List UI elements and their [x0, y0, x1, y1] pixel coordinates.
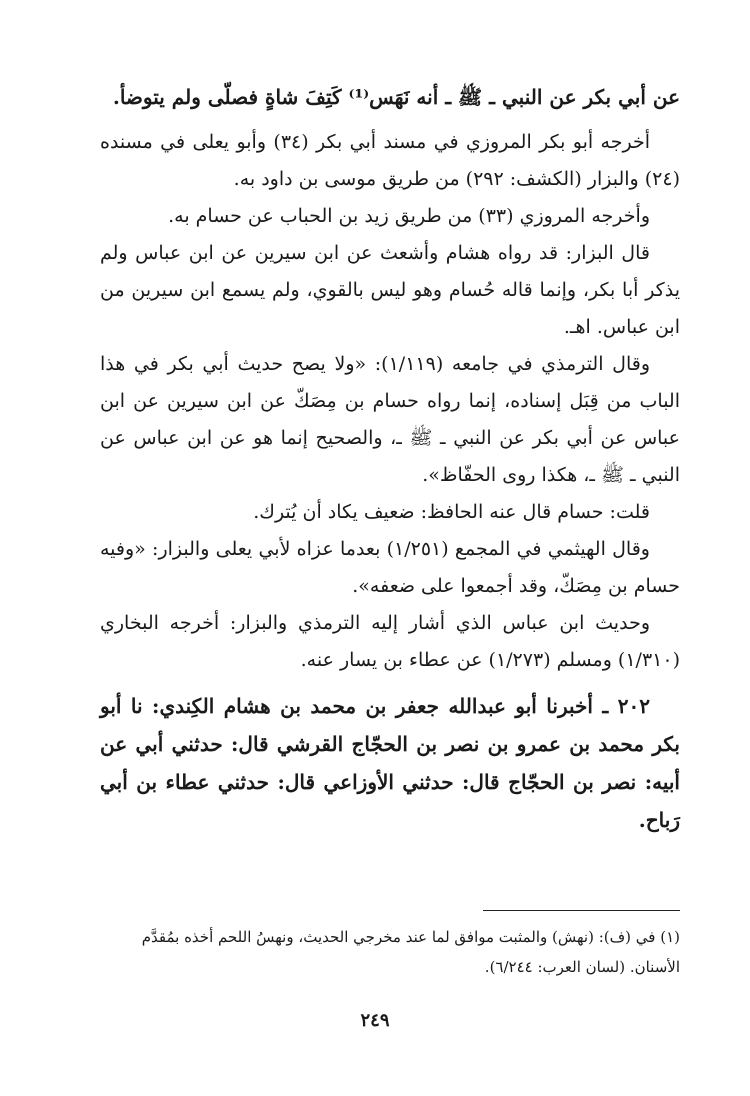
hadith-intro: عن أبي بكر عن النبي ـ ﷺ ـ أنه نَهَس⁽¹⁾ كَتِفَ شاةٍ فصلّى ولم يتوضأ.: [112, 85, 680, 109]
hadith-202: ٢٠٢ ـ أخبرنا أبو عبدالله جعفر بن محمد بن هشام الكِندي: نا أبو بكر محمد بن عمرو بن نصر بن الحجّاج القرشي قال: حدثني أبي عن أبيه: نصر بن الحجّاج قال: حدثني الأوزاعي قال: حدثني عطاء بن أبي رَباح.: [100, 694, 680, 832]
takhrij-paragraph-1: أخرجه أبو بكر المروزي في مسند أبي بكر (٣٤) وأبو يعلى في مسنده (٢٤) والبزار (الكشف: ٢٩٢) من طريق موسى بن داود به.: [100, 131, 680, 190]
ibn-abbas-note: وحديث ابن عباس الذي أشار إليه الترمذي والبزار: أخرجه البخاري (١/٣١٠) ومسلم (١/٢٧٣) عن عطاء بن يسار عنه.: [100, 612, 680, 671]
bazzar-quote: قال البزار: قد رواه هشام وأشعث عن ابن سيرين عن ابن عباس ولم يذكر أبا بكر، وإنما قاله حُسام وهو ليس بالقوي، ولم يسمع ابن سيرين من ابن عباس. اهـ.: [100, 242, 680, 338]
footnote: (١) في (ف): (نهش) والمثبت موافق لما عند مخرجي الحديث، ونهسُ اللحم أخذه بمُقدَّم الأسنان. (لسان العرب: ٦/٢٤٤).: [141, 928, 680, 976]
main-text: [100, 78, 680, 839]
hafiz-note: قلت: حسام قال عنه الحافظ: ضعيف يكاد أن يُترك.: [253, 501, 650, 523]
tirmidhi-quote: وقال الترمذي في جامعه (١/١١٩): «ولا يصح حديث أبي بكر في هذا الباب من قِبَل إسناده، إنما رواه حسام بن مِصَكّ عن ابن سيرين عن ابن عباس عن أبي بكر عن النبي ـ ﷺ ـ، والصحيح إنما هو عن ابن عباس عن النبي ـ ﷺ ـ، هكذا روى الحفّاظ».: [100, 353, 681, 486]
page-number: ٢٤٩: [360, 1010, 390, 1031]
takhrij-paragraph-2: وأخرجه المروزي (٣٣) من طريق زيد بن الحباب عن حسام به.: [168, 205, 650, 227]
haythami-quote: وقال الهيثمي في المجمع (١/٢٥١) بعدما عزاه لأبي يعلى والبزار: «وفيه حسام بن مِصَكّ، وقد أجمعوا على ضعفه».: [100, 538, 680, 597]
footnote-separator: [483, 910, 680, 911]
